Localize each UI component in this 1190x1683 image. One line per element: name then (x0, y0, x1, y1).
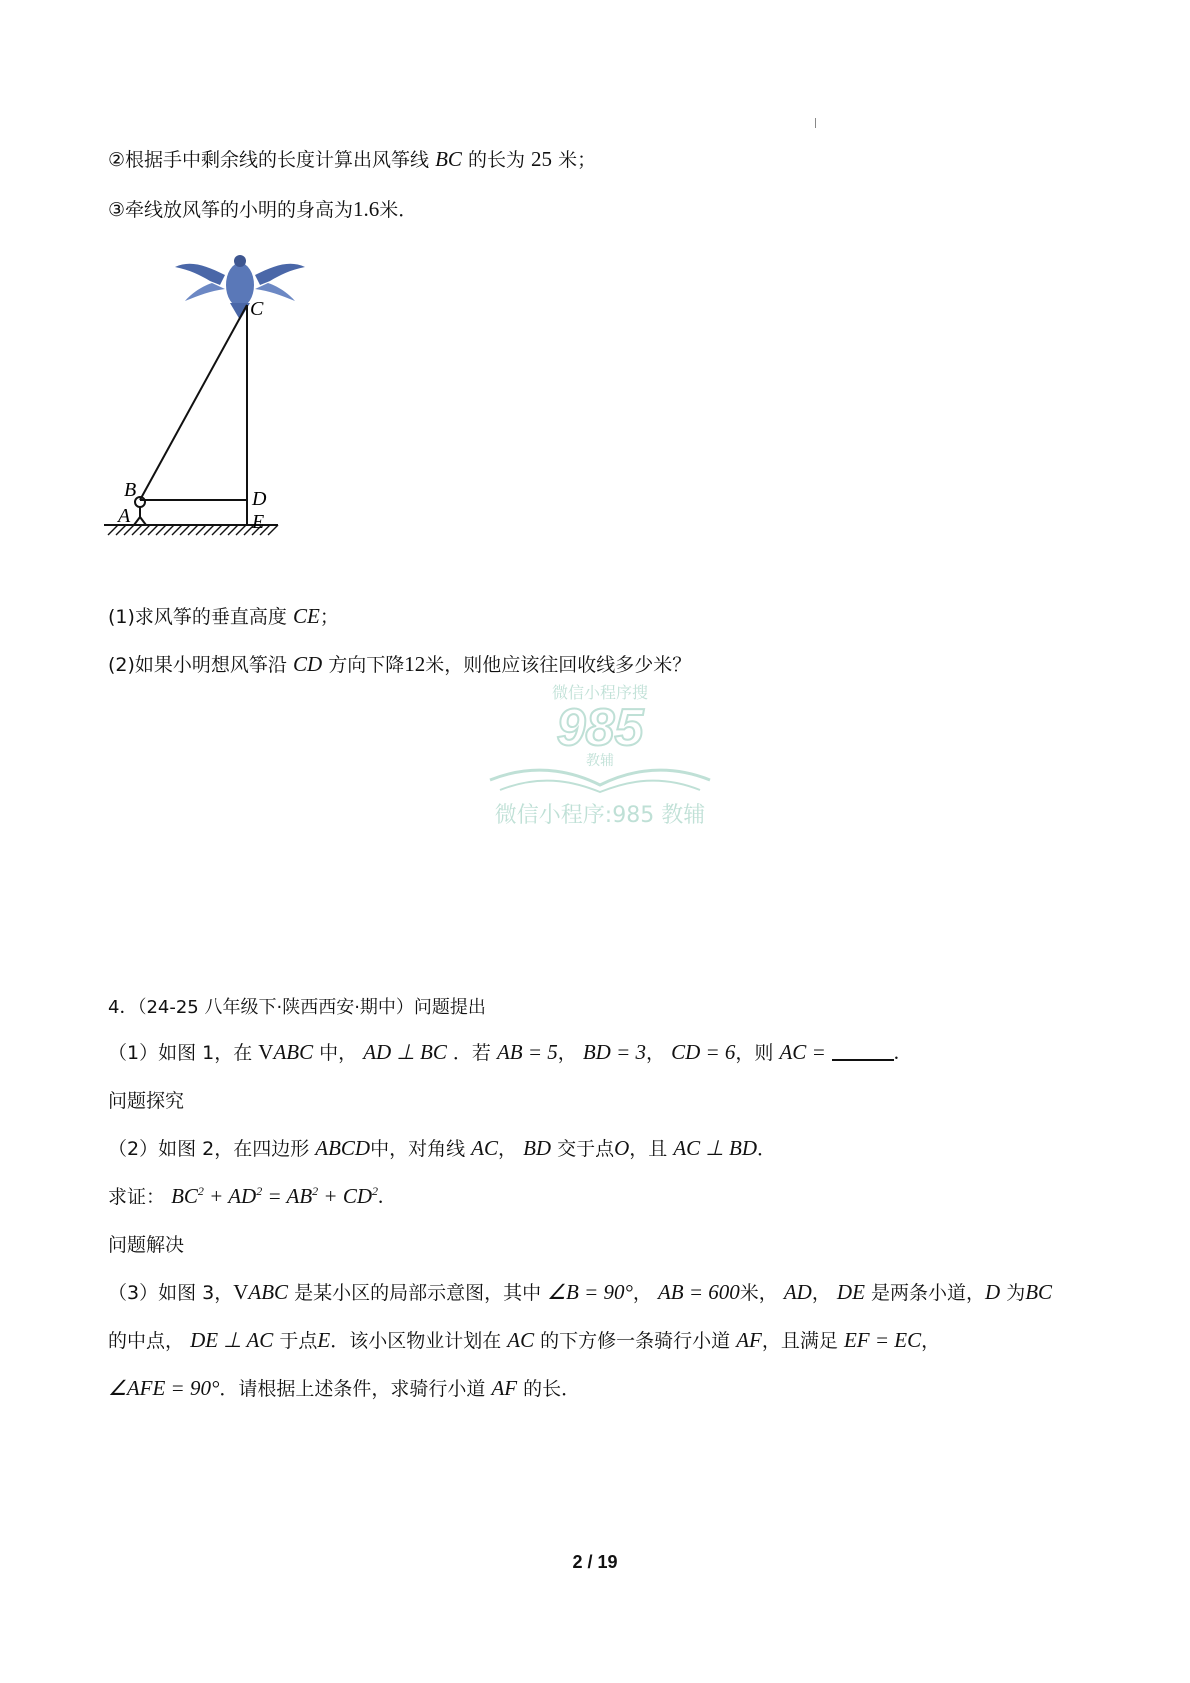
text: ， (646, 1042, 666, 1064)
question-2 (108, 650, 691, 677)
math-var: CD (292, 652, 323, 676)
text: 交于点 (557, 1138, 615, 1160)
math-expr: BD = 3 (582, 1040, 647, 1064)
svg-text:教辅: 教辅 (586, 753, 614, 769)
number: 25 (531, 147, 553, 171)
text: ．该小区物业计划在 (330, 1330, 502, 1352)
text: ， (811, 1282, 831, 1304)
problem4-part2 (108, 1134, 776, 1161)
text: 为 (1006, 1282, 1026, 1304)
label-a: A (118, 505, 131, 527)
text: 的长． (523, 1378, 581, 1400)
text: 中，对角线 (370, 1138, 466, 1160)
math-expr: AC ⊥ BD (673, 1136, 757, 1160)
label-e: E (252, 511, 265, 533)
text: ③牵线放风筝的小明的身高为 (108, 199, 354, 221)
number: 1.6 (353, 197, 380, 221)
label-b: B (124, 479, 137, 501)
math-var: ABCD (315, 1136, 371, 1160)
math-expr: ∠AFE = 90° (108, 1376, 220, 1400)
text: ． (756, 1138, 776, 1160)
math-var: AC (471, 1136, 498, 1160)
text: 的中点， (108, 1330, 185, 1352)
watermark (480, 680, 720, 830)
watermark-text: 微信小程序:985 教辅 (494, 803, 706, 828)
condition-3 (108, 195, 417, 222)
text: ．请根据上述条件，求骑行小道 (219, 1378, 486, 1400)
math-var: ABC (273, 1040, 314, 1064)
math-var: BC (435, 147, 462, 171)
svg-text:微信小程序搜: 微信小程序搜 (551, 683, 649, 702)
text: （1）如图 1，在 (108, 1042, 253, 1064)
text: ， (557, 1042, 577, 1064)
line-bc (140, 305, 247, 500)
math-var: BD (523, 1136, 552, 1160)
text: ，且 (629, 1138, 668, 1160)
text: ， (632, 1282, 652, 1304)
text: 于点 (279, 1330, 318, 1352)
math-expr: AD ⊥ BC (363, 1040, 447, 1064)
text: 的长为 (467, 149, 525, 171)
problem4-part3-line3 (108, 1374, 580, 1401)
math-var: DE (836, 1280, 865, 1304)
question-1 (108, 602, 339, 629)
text: 是两条小道， (870, 1282, 985, 1304)
text: 的下方修一条骑行小道 (540, 1330, 731, 1352)
problem4-part3-line1 (108, 1278, 1052, 1305)
math-expr: EF = EC (843, 1328, 922, 1352)
text: 方向下降 (328, 654, 405, 676)
proof-statement: 求证： $BC^2 + AD^2 = AB^2 + CD^2$. (108, 1184, 384, 1208)
page-tick-mark (815, 118, 816, 128)
person-icon (134, 497, 146, 525)
number: 12 (404, 652, 426, 676)
math-var: BC (1025, 1280, 1053, 1304)
math-var: AF (736, 1328, 762, 1352)
page-number: 2 / 19 (572, 1552, 618, 1572)
label-d: D (252, 488, 267, 510)
text: . (893, 1040, 900, 1064)
section-explore-title: 问题探究 (108, 1090, 185, 1112)
math-var: O (614, 1136, 630, 1160)
text: （3）如图 3， (108, 1282, 234, 1304)
math-var: AC (507, 1328, 535, 1352)
text: 中， (319, 1042, 358, 1064)
svg-text:985: 985 (556, 699, 644, 757)
condition-2 (108, 145, 596, 172)
math-expr: DE ⊥ AC (190, 1328, 274, 1352)
math-var: D (984, 1280, 1001, 1304)
math-expr: AC = (779, 1040, 826, 1064)
triangle-symbol: V (233, 1280, 249, 1304)
math-expr: ∠B = 90° (547, 1280, 633, 1304)
math-expr: AB = 5 (496, 1040, 558, 1064)
text: ； (319, 606, 339, 628)
text: 是某小区的局部示意图，其中 (294, 1282, 542, 1304)
label-c: C (250, 298, 264, 320)
triangle-symbol: V (258, 1040, 274, 1064)
text: 米； (558, 149, 597, 171)
math-var: AF (491, 1376, 518, 1400)
problem4-part1 (108, 1038, 899, 1065)
text: 米． (379, 199, 418, 221)
text: (1)求风筝的垂直高度 (108, 606, 287, 628)
text: ， (498, 1138, 518, 1160)
section-solve-title: 问题解决 (108, 1234, 185, 1256)
text: ②根据手中剩余线的长度计算出风筝线 (108, 149, 430, 171)
text: ．若 (452, 1042, 491, 1064)
math-var: E (317, 1328, 331, 1352)
watermark-logo-icon (480, 680, 720, 795)
proof-equation: $BC^2 + AD^2 = AB^2 + CD^2$ (171, 1184, 378, 1208)
kite-figure (100, 245, 320, 585)
text: (2)如果小明想风筝沿 (108, 654, 287, 676)
math-expr: CD = 6 (671, 1040, 736, 1064)
problem4-header: 4．（24-25 八年级下·陕西西安·期中）问题提出 (108, 997, 486, 1018)
text: （2）如图 2，在四边形 (108, 1138, 310, 1160)
math-expr: AB = 600 (657, 1280, 740, 1304)
problem4-part3-line2 (108, 1326, 940, 1353)
answer-blank (832, 1041, 894, 1061)
text: 米，则他应该往回收线多少米？ (425, 654, 692, 676)
text: 求证： (108, 1186, 166, 1208)
math-var: AD (783, 1280, 812, 1304)
text: ，则 (735, 1042, 774, 1064)
kite-bird-icon (175, 255, 305, 320)
text: 米， (739, 1282, 778, 1304)
text: ，且满足 (761, 1330, 838, 1352)
math-var: CE (292, 604, 320, 628)
text: ， (921, 1330, 941, 1352)
math-var: ABC (248, 1280, 289, 1304)
